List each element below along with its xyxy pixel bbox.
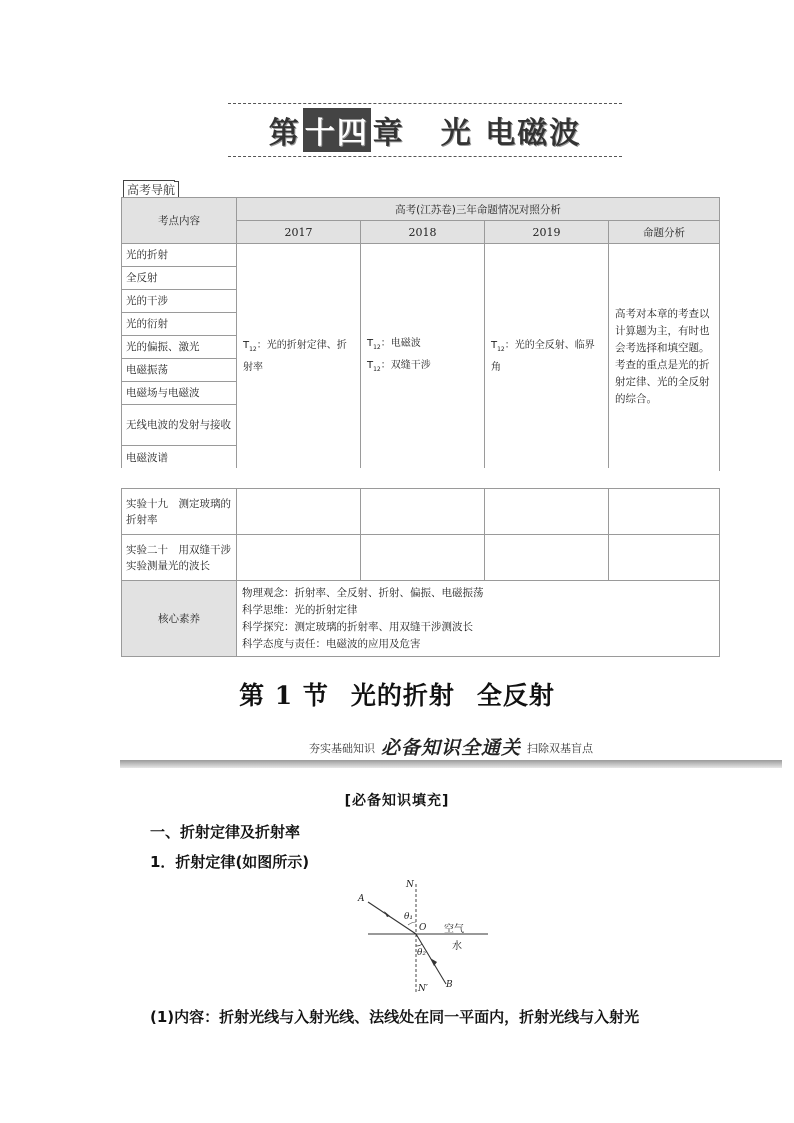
heading-refraction-law: 一、折射定律及折射率 [150,823,301,841]
core-literacy-label: 核心素养 [122,581,237,657]
exam-analysis-table-continued [121,488,720,657]
cell-analysis: 高考对本章的考查以计算题为主，有时也会考选择和填空题。考查的重点是光的折射定律、光的全反射的综合。 [609,244,720,471]
point-b-label: B [446,980,453,990]
chapter-title [228,111,622,149]
strip-main-text: 必备知识全通关 [380,737,521,759]
chapter-name: 光 电磁波 [440,116,582,151]
banner-top-rule [228,103,622,104]
cell-2019: $T_{12}$：光的全反射、临界角 [485,244,609,471]
topic-cell: 电磁波谱 [122,446,237,471]
angle2-arc [416,944,422,946]
banner-bottom-rule [228,156,622,157]
topic-cell: 光的偏振、激光 [122,336,237,359]
topic-cell: 光的衍射 [122,313,237,336]
year-header-2018: 2018 [361,221,485,244]
refracted-arrow [430,958,437,966]
theta1-label: θ₁ [404,912,414,922]
topic-cell: 无线电波的发射与接收 [122,405,237,446]
core-literacy-content: 物理观念：折射率、全反射、折射、偏振、电磁振荡 科学思维：光的折射定律 科学探究：测定玻璃的折射率、用双缝干涉测波长 科学态度与责任：电磁波的应用及危害 [237,581,720,657]
strip-gradient-bar [120,760,782,768]
exam-analysis-table [121,197,720,471]
normal-n-label: N [406,880,414,890]
col-analysis-header: 命题分析 [609,221,720,244]
experiment-cell: 实验二十 用双缝干涉实验测量光的波长 [122,535,237,581]
theta2-label: θ₂ [417,948,427,958]
knowledge-fill-heading: [必备知识填充] [344,793,450,809]
strip-left-text: 夯实基础知识 [308,742,375,755]
strip-right-text: 扫除双基盲点 [527,742,593,755]
point-o-label: O [419,923,427,933]
topic-cell: 电磁振荡 [122,359,237,382]
col-analysis-group-header: 高考(江苏卷)三年命题情况对照分析 [237,198,720,221]
chapter-prefix: 第 [268,116,301,151]
experiment-cell: 实验十九 测定玻璃的折射率 [122,489,237,535]
table-page-break [121,468,719,488]
knowledge-strip [120,734,782,768]
water-label: 水 [452,941,462,952]
refraction-figure [358,880,498,998]
angle1-arc [408,922,416,925]
chapter-suffix: 章 [372,116,405,151]
chapter-number: 十四 [303,108,371,152]
year-header-2019: 2019 [485,221,609,244]
point-a-label: A [358,894,365,904]
air-label: 空气 [444,924,464,935]
topic-cell: 全反射 [122,267,237,290]
topic-cell: 光的折射 [122,244,237,267]
normal-n-prime-label: N′ [418,984,428,994]
incident-arrow [384,911,390,917]
refraction-diagram [358,880,498,998]
col-topic-header: 考点内容 [122,198,237,244]
year-header-2017: 2017 [237,221,361,244]
chapter-banner [228,103,622,157]
topic-cell: 电磁场与电磁波 [122,382,237,405]
subheading-refraction-law: 1．折射定律(如图所示) [150,853,310,871]
paragraph-content: (1)内容：折射光线与入射光线、法线处在同一平面内，折射光线与入射光 [150,1008,640,1026]
cell-2018: $T_{12}$：电磁波 $T_{12}$：双缝干涉 [361,244,485,471]
topic-cell: 光的干涉 [122,290,237,313]
cell-2017: $T_{12}$：光的折射定律、折射率 [237,244,361,471]
exam-navigation-label: 高考导航 [123,180,175,199]
section-title: 第 1 节 光的折射 全反射 [239,681,555,710]
